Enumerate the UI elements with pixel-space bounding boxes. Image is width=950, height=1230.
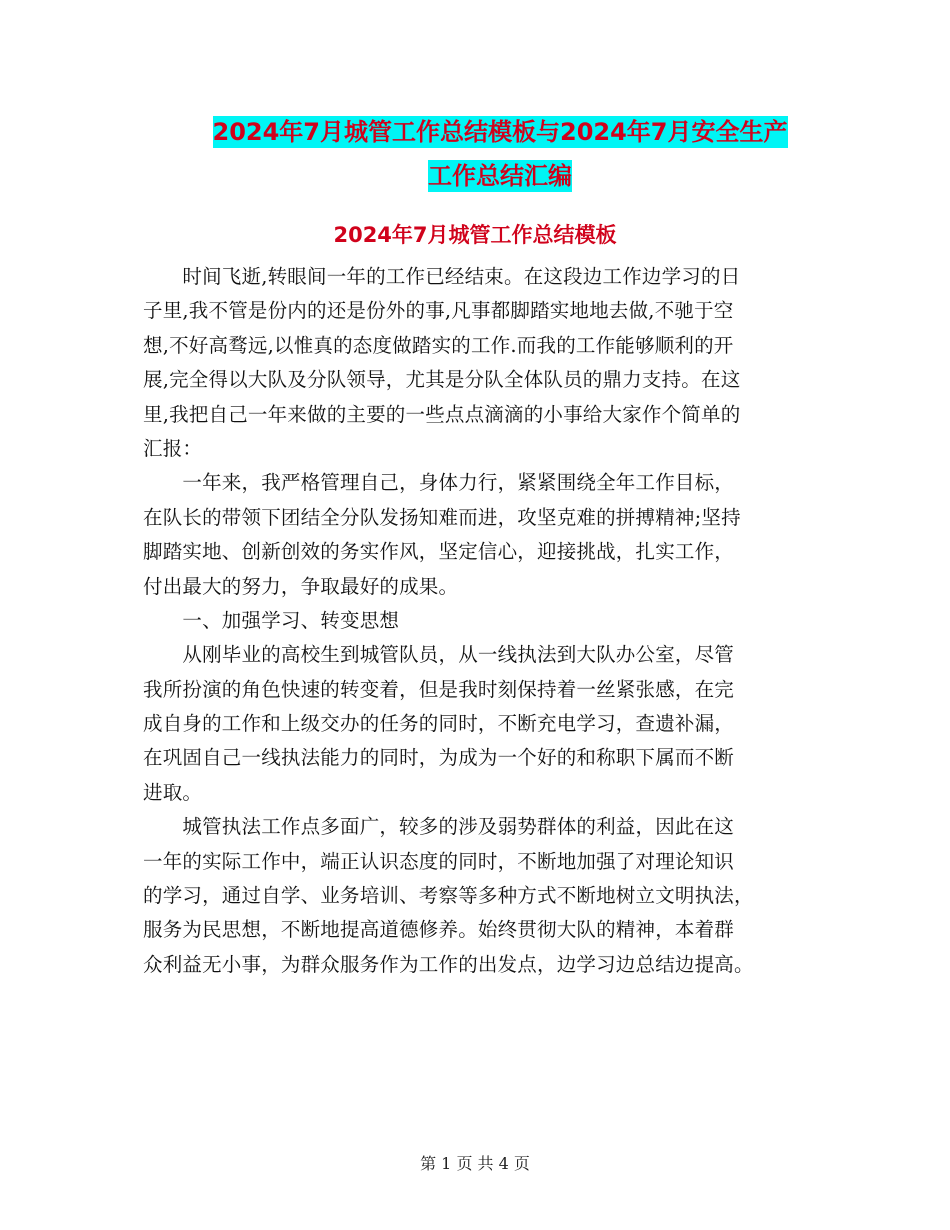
body-line: 展,完全得以大队及分队领导，尤其是分队全体队员的鼎力支持。在这 [143, 368, 741, 392]
document-title-line-2 [150, 154, 850, 198]
body-text [143, 260, 808, 982]
body-line: 城管执法工作点多面广，较多的涉及弱势群体的利益，因此在这 [143, 815, 735, 839]
body-line: 汇报： [143, 436, 203, 460]
section-heading: 一、加强学习、转变思想 [143, 608, 400, 632]
body-line: 在巩固自己一线执法能力的同时，为成为一个好的和称职下属而不断 [143, 746, 735, 770]
body-line: 我所扮演的角色快速的转变着，但是我时刻保持着一丝紧张感，在完 [143, 677, 735, 701]
document-title-highlight-1: 2024年7月城管工作总结模板与2024年7月安全生产 [212, 118, 788, 146]
body-line: 里,我把自己一年来做的主要的一些点点滴滴的小事给大家作个简单的 [143, 402, 741, 426]
body-line: 服务为民思想，不断地提高道德修养。始终贯彻大队的精神，本着群 [143, 918, 735, 942]
body-line: 时间飞逝,转眼间一年的工作已经结束。在这段边工作边学习的日 [143, 265, 741, 288]
body-line: 付出最大的努力，争取最好的成果。 [143, 574, 459, 598]
body-line: 子里,我不管是份内的还是份外的事,凡事都脚踏实地地去做,不驰于空 [143, 299, 734, 323]
body-line: 众利益无小事，为群众服务作为工作的出发点，边学习边总结边提高。 [143, 952, 754, 976]
body-line: 的学习，通过自学、业务培训、考察等多种方式不断地树立文明执法， [143, 884, 754, 908]
section-title: 2024年7月城管工作总结模板 [333, 223, 617, 247]
document-title-highlight-2: 工作总结汇编 [428, 162, 572, 190]
document-title-line-1 [150, 110, 850, 154]
body-line: 在队长的带领下团结全分队发扬知难而进，攻坚克难的拼搏精神;坚持 [143, 505, 741, 529]
body-line: 脚踏实地、创新创效的务实作风，坚定信心，迎接挑战，扎实工作， [143, 540, 735, 564]
body-line: 从刚毕业的高校生到城管队员，从一线执法到大队办公室，尽管 [143, 643, 735, 667]
page-footer: 第 1 页 共 4 页 [420, 1154, 530, 1173]
body-line: 一年来，我严格管理自己，身体力行，紧紧围绕全年工作目标， [143, 471, 735, 495]
body-line: 成自身的工作和上级交办的任务的同时，不断充电学习，查遗补漏， [143, 712, 735, 736]
body-line: 进取。 [143, 780, 203, 804]
body-line: 一年的实际工作中，端正认识态度的同时，不断地加强了对理论知识 [143, 849, 735, 873]
body-line: 想,不好高骛远,以惟真的态度做踏实的工作.而我的工作能够顺利的开 [143, 333, 734, 357]
